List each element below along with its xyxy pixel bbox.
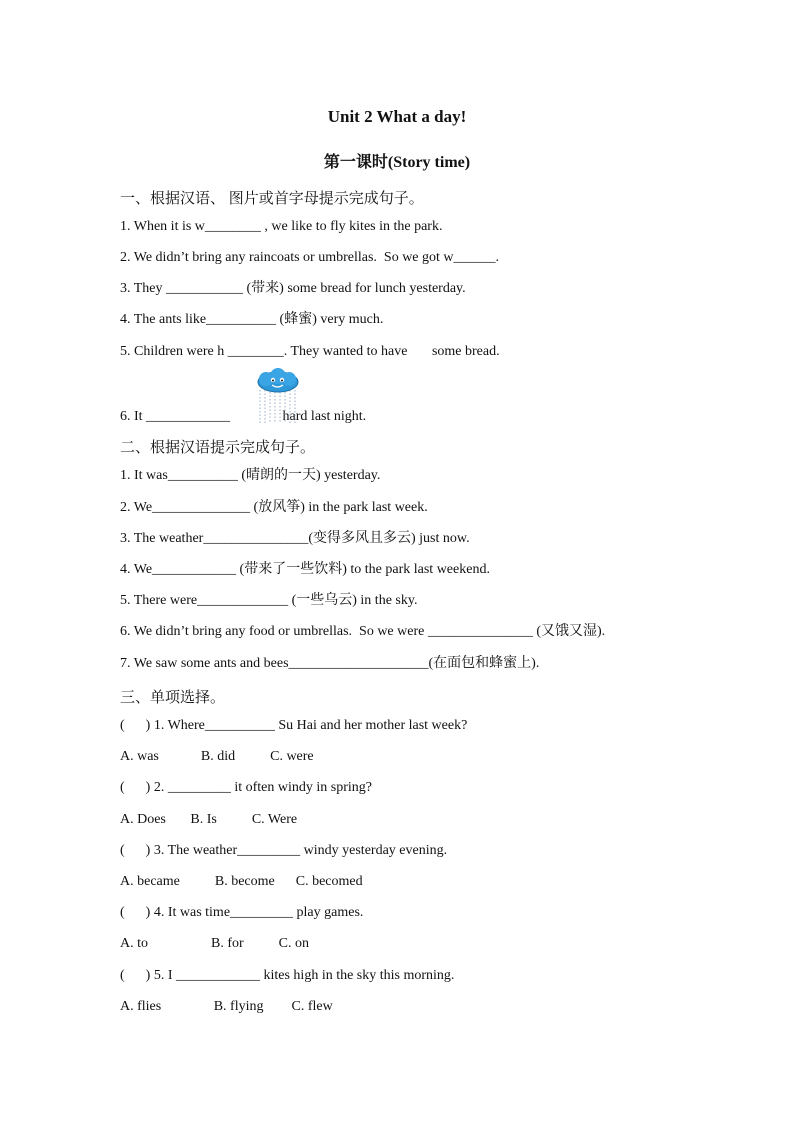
section2-heading: 二、根据汉语提示完成句子。 — [120, 440, 316, 456]
question-4: ( ) 4. It was time_________ play games. — [120, 905, 364, 920]
section1-heading: 一、根据汉语、 图片或首字母提示完成句子。 — [120, 191, 424, 207]
section2-item-2: 2. We______________ (放风筝) in the park last week. — [120, 500, 428, 515]
section1-item-5: 5. Children were h ________. They wanted to have some bread. — [120, 344, 500, 359]
section2-item-1: 1. It was__________ (晴朗的一天) yesterday. — [120, 468, 381, 483]
section1-item-6: 6. It ____________ hard last night. — [120, 409, 367, 424]
section1-item-3: 3. They ___________ (带来) some bread for lunch yesterday. — [120, 281, 466, 296]
question-5: ( ) 5. I ____________ kites high in the sky this morning. — [120, 968, 455, 983]
section3-heading: 三、单项选择。 — [120, 690, 226, 706]
question-2-options: A. Does B. Is C. Were — [120, 812, 298, 827]
section1-item-2: 2. We didn’t bring any raincoats or umbrellas. So we got w______. — [120, 250, 500, 265]
question-4-options: A. to B. for C. on — [120, 936, 309, 951]
question-2: ( ) 2. _________ it often windy in spring? — [120, 780, 372, 795]
rain-cloud-icon — [255, 368, 301, 424]
section2-item-7: 7. We saw some ants and bees____________________(在面包和蜂蜜上). — [120, 656, 540, 671]
page-subtitle: 第一课时(Story time) — [323, 154, 471, 171]
question-3-options: A. became B. become C. becomed — [120, 874, 363, 889]
section1-item-4: 4. The ants like__________ (蜂蜜) very much. — [120, 312, 384, 327]
section1-item-1: 1. When it is w________ , we like to fly kites in the park. — [120, 219, 443, 234]
section2-item-3: 3. The weather_______________(变得多风且多云) just now. — [120, 531, 470, 546]
page-title: Unit 2 What a day! — [327, 107, 467, 126]
section2-item-6: 6. We didn’t bring any food or umbrellas. So we were _______________ (又饿又湿). — [120, 624, 606, 639]
section2-item-5: 5. There were_____________ (一些乌云) in the sky. — [120, 593, 418, 608]
question-1-options: A. was B. did C. were — [120, 749, 314, 764]
section2-item-4: 4. We____________ (带来了一些饮料) to the park last weekend. — [120, 562, 490, 577]
question-5-options: A. flies B. flying C. flew — [120, 999, 333, 1014]
question-3: ( ) 3. The weather_________ windy yesterday evening. — [120, 843, 448, 858]
question-1: ( ) 1. Where__________ Su Hai and her mother last week? — [120, 718, 468, 733]
